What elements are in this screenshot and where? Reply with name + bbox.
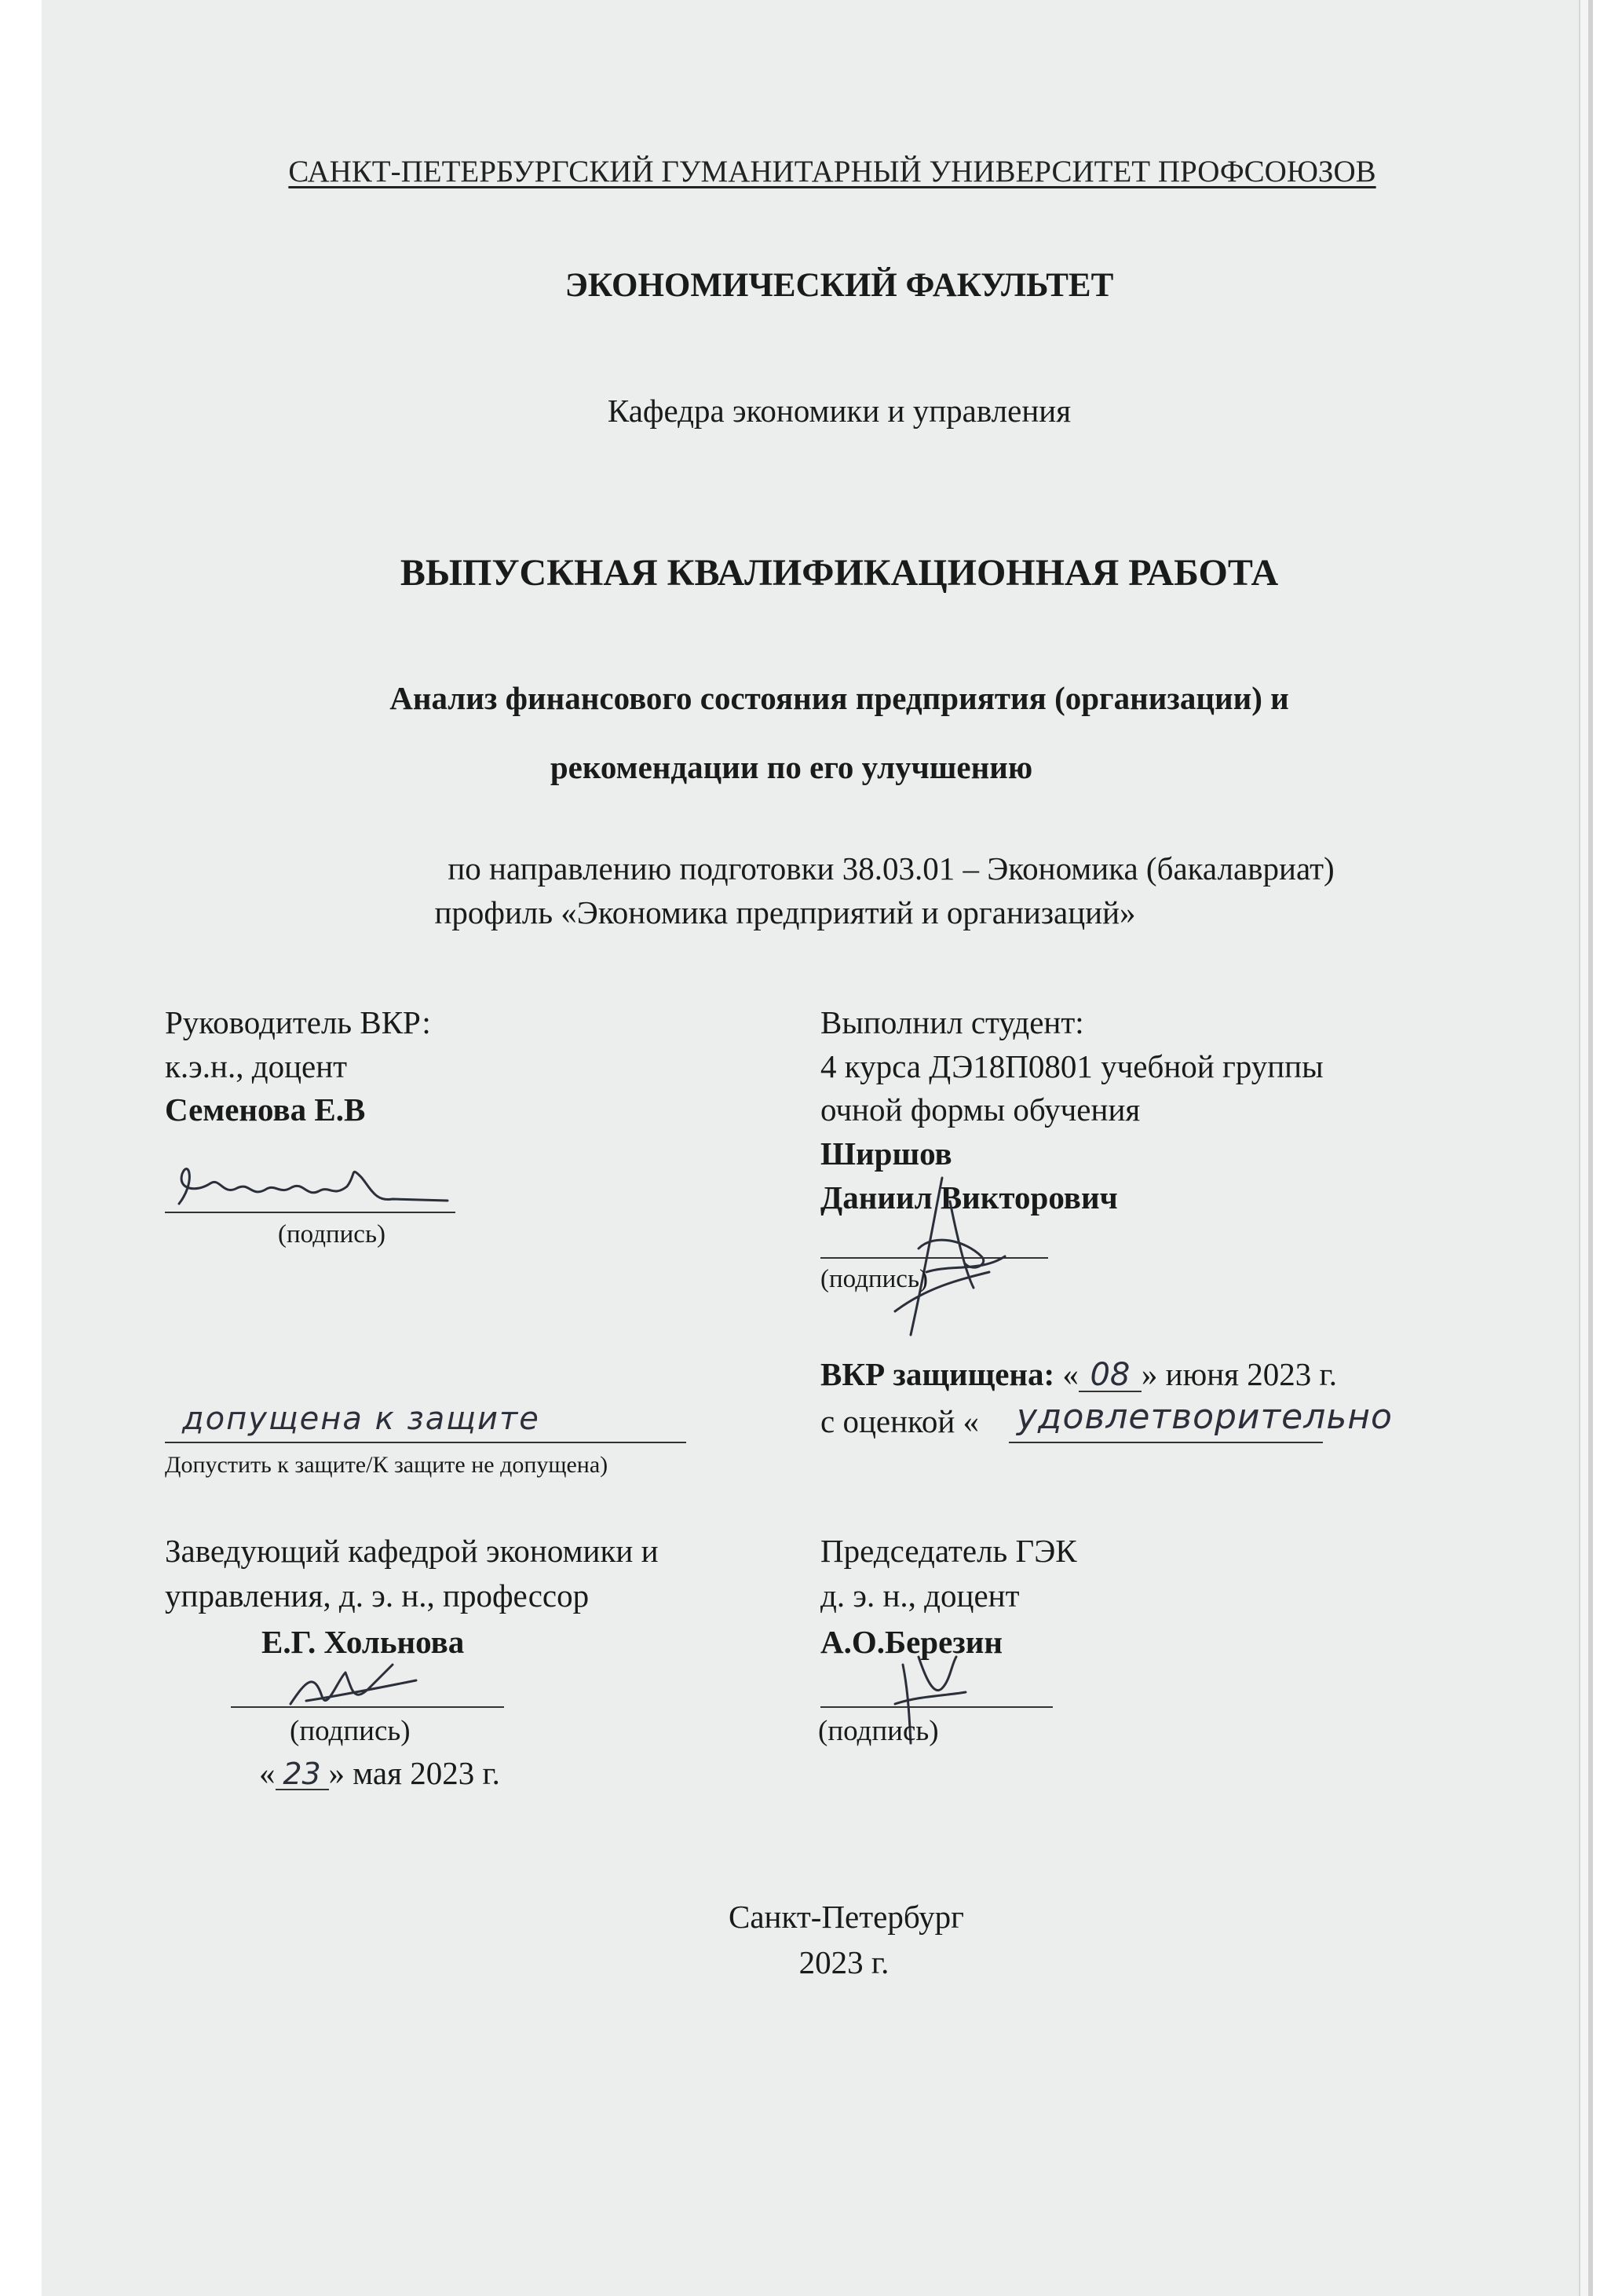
supervisor-degree: к.э.н., доцент (165, 1048, 348, 1084)
page-edge-shadow (1588, 0, 1593, 2296)
topic-line-1: Анализ финансового состояния предприятия (организации) и (389, 680, 1289, 716)
faculty-name: ЭКОНОМИЧЕСКИЙ ФАКУЛЬТЕТ (564, 267, 1114, 304)
admission-line (165, 1442, 686, 1443)
chair-title: Председатель ГЭК (820, 1533, 1077, 1569)
page-edge (1580, 0, 1588, 2296)
direction-line-1: по направлению подготовки 38.03.01 – Экономика (бакалавриат) (448, 850, 1335, 887)
defense-grade-line (1009, 1442, 1323, 1443)
defense-quote-open: « (1062, 1356, 1079, 1392)
head-date-open: « (259, 1755, 276, 1791)
chair-degree: д. э. н., доцент (820, 1578, 1020, 1614)
year: 2023 г. (798, 1944, 890, 1980)
supervisor-sign-caption: (подпись) (278, 1220, 385, 1249)
chair-name: А.О.Березин (820, 1624, 1003, 1660)
chair-sign-caption: (подпись) (818, 1715, 939, 1747)
head-name: Е.Г. Хольнова (261, 1624, 465, 1660)
university-name: САНКТ-ПЕТЕРБУРГСКИЙ ГУМАНИТАРНЫЙ УНИВЕРСИТЕТ ПРОФСОЮЗОВ (288, 155, 1376, 188)
student-label: Выполнил студент: (820, 1004, 1084, 1040)
student-surname: Ширшов (820, 1135, 952, 1172)
head-title-line-2: управления, д. э. н., профессор (165, 1578, 590, 1614)
head-sign-caption: (подпись) (290, 1715, 411, 1747)
head-date (259, 1757, 500, 1790)
supervisor-name: Семенова Е.В (165, 1091, 366, 1128)
admission-caption: Допустить к защите/К защите не допущена) (165, 1452, 608, 1478)
topic-line-2: рекомендации по его улучшению (550, 749, 1033, 785)
defense-day: 08 (1079, 1359, 1142, 1392)
admission-handwritten: допущена к защите (182, 1401, 540, 1437)
student-study-form: очной формы обучения (820, 1091, 1141, 1128)
defense-date-rest: » июня 2023 г. (1141, 1356, 1337, 1392)
department-name: Кафедра экономики и управления (607, 393, 1072, 429)
city: Санкт-Петербург (729, 1899, 964, 1935)
defense-label: ВКР защищена: (820, 1356, 1055, 1392)
head-signature-image (259, 1657, 455, 1720)
head-title-line-1: Заведующий кафедрой экономики и (165, 1533, 659, 1569)
student-course: 4 курса ДЭ18П0801 учебной группы (820, 1048, 1324, 1084)
supervisor-signature-image (165, 1143, 455, 1221)
student-sign-caption: (подпись) (820, 1265, 928, 1293)
direction-line-2: профиль «Экономика предприятий и организаций» (434, 894, 1136, 930)
defense-grade-handwritten: удовлетворительно (1017, 1397, 1393, 1437)
supervisor-label: Руководитель ВКР: (165, 1004, 431, 1040)
student-signature-image (848, 1154, 1052, 1366)
student-given-names: Даниил Викторович (820, 1179, 1118, 1216)
defense-grade-prefix: с оценкой « (820, 1403, 980, 1439)
head-date-day: 23 (276, 1759, 329, 1790)
defense-row (820, 1358, 1337, 1392)
head-date-rest: » мая 2023 г. (328, 1755, 500, 1791)
document-type: ВЫПУСКНАЯ КВАЛИФИКАЦИОННАЯ РАБОТА (400, 552, 1279, 594)
